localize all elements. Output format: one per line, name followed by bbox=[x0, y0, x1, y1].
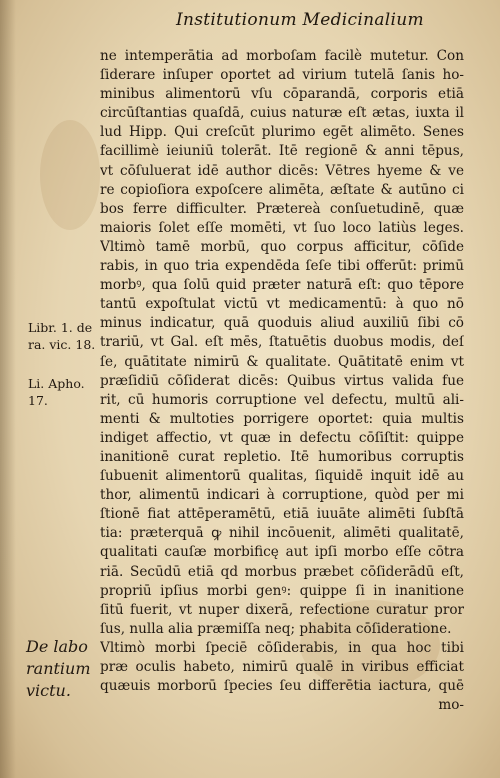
text-line: circūſtantias quaſdā, cuius naturæ eſt ætas, iuxta il bbox=[100, 105, 464, 122]
running-head: Institutionum Medicinalium bbox=[176, 10, 424, 30]
text-line: ſe, quātitate nimirū & qualitate. Quātitatē enim vt bbox=[100, 353, 464, 370]
side-heading-line: De labo bbox=[26, 637, 88, 656]
text-line: tia: præterquā ꝙ nihil incōuenit, alimēti qualitatē, bbox=[100, 525, 464, 542]
text-line: quæuis morborū ſpecies ſeu differētia iactura, quē bbox=[100, 678, 464, 695]
text-line: Vltimò morbi ſpeciē cōſiderabis, in qua hoc tibi bbox=[100, 639, 464, 656]
text-line: Vltimò tamē morbū, quo corpus afficitur, cōſide bbox=[100, 238, 464, 255]
side-heading-line: victu. bbox=[26, 681, 71, 700]
body-text bbox=[100, 47, 464, 715]
gutter-shadow bbox=[0, 0, 16, 778]
text-line: morbꝰ, qua ſolū quid præter naturā eſt: quo tēpore bbox=[100, 277, 464, 294]
margin-note-line: Libr. 1. de bbox=[28, 320, 93, 335]
text-line: ſubuenit alimentorū qualitas, ſiquidē inquit idē au bbox=[100, 468, 464, 485]
text-line: trariū, vt Gal. eſt mēs, ſtatuētis duobus modis, deſ bbox=[100, 334, 464, 351]
text-line: rabis, in quo tria expendēda ſeſe tibi offerūt: primū bbox=[100, 258, 464, 275]
text-line: thor, alimentū indicari à corruptione, quòd per mi bbox=[100, 487, 464, 504]
text-line: ne intemperātia ad morboſam facilè mutetur. Con bbox=[100, 48, 464, 64]
margin-note-line: ra. vic. 18. bbox=[28, 337, 96, 352]
text-line: inanitionē curat repletio. Itē humoribus corruptis bbox=[100, 448, 464, 465]
paper-stain bbox=[40, 120, 100, 230]
margin-note-line: Li. Apho. bbox=[28, 376, 85, 391]
side-heading bbox=[26, 636, 91, 702]
text-line: vt cōſuluerat idē author dicēs: Vētres hyeme & ve bbox=[100, 162, 464, 179]
margin-note bbox=[28, 319, 95, 353]
catchword: mo- bbox=[438, 697, 464, 714]
text-line: minibus alimentorū vſu cōparandā, corporis etiā bbox=[100, 86, 464, 103]
text-line: præ oculis habeto, nimirū qualē in viribus efficiat bbox=[100, 659, 464, 675]
text-line: maioris ſolet eſſe momēti, vt ſuo loco latiùs leges. bbox=[100, 219, 464, 236]
text-line: qualitati cauſæ morbificę aut ipſi morbo eſſe cōtra bbox=[100, 544, 464, 561]
text-line: riā. Secūdū etiā qd morbus præbet cōſiderādū eſt, bbox=[100, 563, 464, 580]
text-line: indiget affectio, vt quæ in defectu cōſiſtit: quippe bbox=[100, 429, 464, 446]
text-line: rit, cū humoris corruptione vel defectu, multū ali- bbox=[100, 391, 464, 408]
text-line: re copioſiora expoſcere alimēta, æſtate & autūno ci bbox=[100, 181, 464, 198]
text-line: propriū ipſius morbi genꝰ: quippe ſi in inanitione bbox=[100, 582, 464, 599]
margin-note-line: 17. bbox=[28, 393, 48, 408]
text-line: ſtionē fiat attēperamētū, etiā iuuāte alimēti ſubſtā bbox=[100, 506, 464, 523]
text-line: minus indicatur, quā quoduis aliud auxiliū ſibi cō bbox=[100, 315, 464, 332]
text-line: menti & multoties porrigere oportet: quia multis bbox=[100, 410, 464, 427]
text-line: facillimè ieiuniū tolerāt. Itē regionē & anni tēpus, bbox=[100, 143, 464, 160]
text-line: bos ferre difficulter. Prætereà conſuetudinē, quæ bbox=[100, 200, 464, 217]
text-line: præſidiū cōſiderat dicēs: Quibus virtus valida fue bbox=[100, 372, 464, 389]
text-line: lud Hipp. Qui creſcūt plurimo egēt alimēto. Senes bbox=[100, 124, 464, 141]
text-line: tantū expoſtulat victū vt medicamentū: à quo nō bbox=[100, 296, 464, 313]
side-heading-line: rantium bbox=[26, 659, 91, 678]
text-line: ſiderare inſuper oportet ad virium tutelā ſanis ho- bbox=[100, 67, 464, 84]
margin-note bbox=[28, 375, 85, 409]
text-line: ſus, nulla alia præmiſſa neq; phabita cōſideratione. bbox=[100, 620, 452, 637]
text-line: ſitū fuerit, vt nuper dixerā, refectione curatur pror bbox=[100, 601, 464, 618]
